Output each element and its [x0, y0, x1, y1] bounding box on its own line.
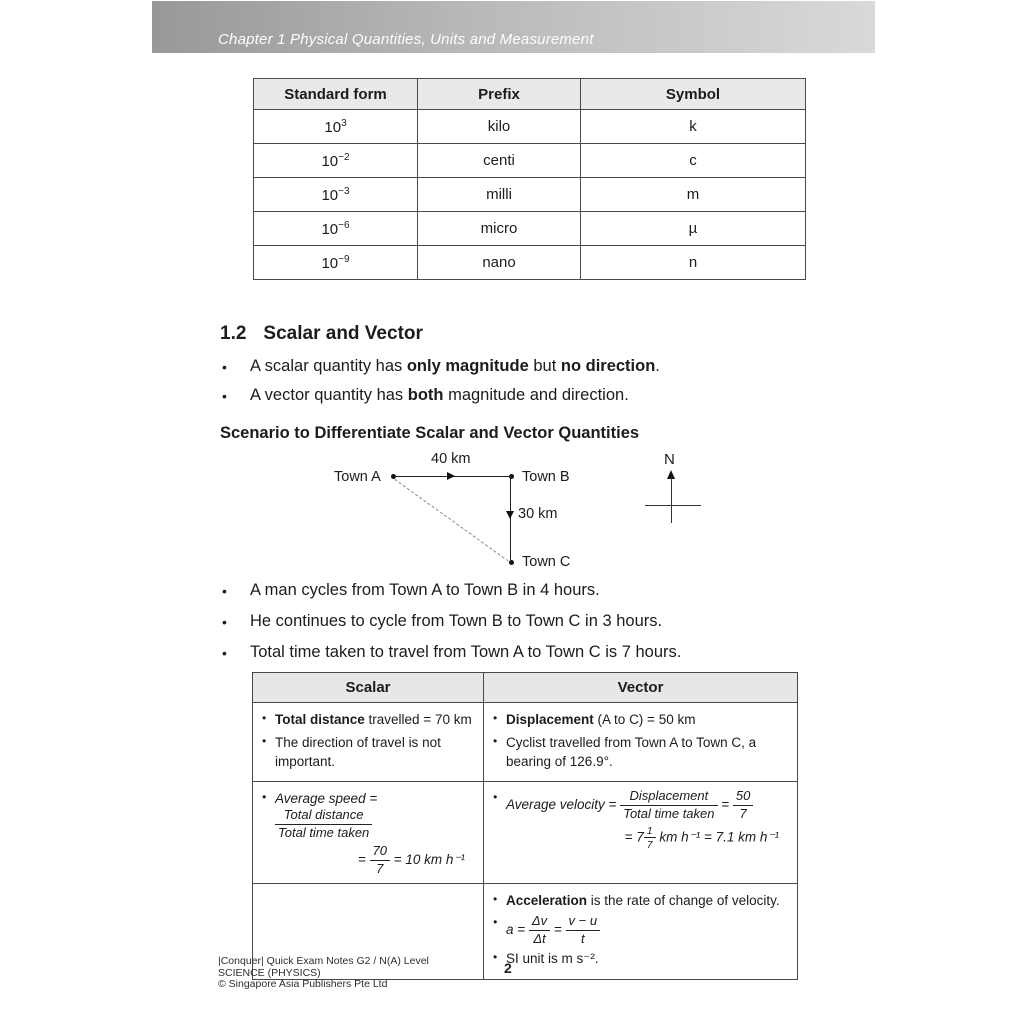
standard-form-value [254, 110, 418, 144]
scalar-distance-cell [253, 703, 484, 782]
vector-bc-arrowhead-icon [506, 511, 514, 519]
fraction-numerator: Displacement [620, 789, 717, 806]
prefix-value: micro [418, 212, 581, 246]
fraction [275, 808, 372, 841]
scenario-heading: Scenario to Differentiate Scalar and Vector Quantities [220, 424, 640, 442]
bold-text-run: only magnitude [406, 357, 529, 375]
fraction [370, 844, 390, 877]
footer-copyright: © Singapore Asia Publishers Pte Ltd [218, 978, 388, 990]
col-header-standard-form: Standard form [254, 79, 418, 110]
footer-subject: SCIENCE (PHYSICS) [218, 966, 321, 979]
scenario-bullet-list [220, 581, 830, 672]
fraction-denominator: Total time taken [623, 805, 715, 821]
displacement-ac-dashed-line [394, 479, 508, 562]
text-run: Average speed = [275, 790, 378, 806]
section-number: 1.2 [220, 323, 247, 344]
table-row [254, 178, 806, 212]
text-run: (A to C) = 50 km [593, 712, 696, 727]
power-exponent: −9 [338, 253, 350, 265]
text-run: . [655, 357, 660, 375]
mixed-fraction [644, 825, 656, 851]
bullet-line [262, 710, 475, 730]
fraction [620, 789, 717, 822]
prefix-value: centi [418, 144, 581, 178]
average-speed-formula [262, 789, 475, 841]
standard-form-value [254, 144, 418, 178]
prefix-table-header-row [254, 79, 806, 110]
fraction-numerator: Δv [529, 914, 550, 931]
prefix-value: milli [418, 178, 581, 212]
text-run: but [528, 357, 561, 375]
acceleration-formula [493, 914, 789, 947]
text-run: A vector quantity has [250, 385, 408, 404]
vector-displacement-cell [484, 703, 798, 782]
table-row [254, 144, 806, 178]
bullet-line: • SI unit is m s⁻². [493, 949, 789, 969]
power-exponent: −3 [338, 185, 350, 197]
text-run: = [550, 921, 566, 937]
fraction-numerator: v − u [566, 914, 601, 931]
text-run: km h⁻¹ = 7.1 km h⁻¹ [655, 829, 779, 845]
chapter-header-bar [152, 1, 875, 53]
fraction-numerator: 70 [370, 844, 390, 861]
fraction-denominator: 7 [739, 805, 747, 821]
town-a-label: Town A [334, 469, 381, 485]
vector-velocity-cell [484, 781, 798, 883]
bold-text-run: Displacement [506, 712, 594, 727]
text-run: = [717, 796, 733, 812]
footer-series-title: |Conquer| Quick Exam Notes G2 / N(A) Level [218, 955, 429, 967]
compass-horizontal-line [645, 505, 701, 506]
text-run: A scalar quantity has [250, 357, 407, 375]
list-item: • Total time taken to travel from Town A to Town C is 7 hours. [220, 643, 830, 662]
bullet-line [493, 710, 789, 730]
fraction-denominator: 7 [646, 838, 653, 851]
scalar-vector-table [252, 672, 798, 980]
bullet-line [493, 891, 789, 911]
intro-bullet-list [220, 357, 830, 414]
bullet-line: • The direction of travel is not important. [262, 733, 475, 772]
comparison-header-row [253, 673, 798, 703]
table-row [254, 212, 806, 246]
standard-form-value [254, 178, 418, 212]
speed-result-line [262, 844, 475, 877]
scalar-speed-cell [253, 781, 484, 883]
bold-text-run: no direction [560, 357, 656, 375]
town-b-label: Town B [522, 469, 570, 485]
town-c-label: Town C [522, 554, 571, 570]
fraction-numerator: Total distance [275, 808, 372, 825]
prefix-value: kilo [418, 110, 581, 144]
standard-form-value [254, 246, 418, 280]
standard-form-value [254, 212, 418, 246]
distance-bc-label: 30 km [518, 506, 558, 522]
fraction-denominator: 7 [376, 861, 384, 877]
list-item: • A man cycles from Town A to Town B in 4 hours. [220, 581, 830, 600]
prefix-table [253, 78, 806, 280]
fraction [733, 789, 753, 822]
table-row [254, 246, 806, 280]
vector-ab-arrowhead-icon [447, 472, 455, 480]
bullet-line: • Cyclist travelled from Town A to Town C, a bearing of 126.9°. [493, 733, 789, 772]
average-velocity-formula [493, 789, 789, 822]
text-run: Average velocity = [506, 796, 621, 812]
symbol-value: n [581, 246, 806, 280]
section-heading [220, 323, 423, 345]
text-run: = 10 km h⁻¹ [389, 852, 465, 868]
fraction-denominator: Δt [533, 930, 546, 946]
power-base: 10 [321, 220, 339, 238]
power-base: 10 [321, 254, 339, 272]
chapter-title: Chapter 1 Physical Quantities, Units and Measurement [218, 31, 594, 48]
text-run: = [357, 852, 370, 868]
power-base: 10 [321, 186, 339, 204]
table-row [253, 781, 798, 883]
power-exponent: −6 [338, 219, 350, 231]
power-base: 10 [324, 118, 342, 136]
distance-ab-label: 40 km [431, 451, 471, 467]
table-row [254, 110, 806, 144]
compass-north-label: N [664, 451, 675, 468]
fraction-numerator: 50 [733, 789, 753, 806]
col-header-symbol: Symbol [581, 79, 806, 110]
section-title: Scalar and Vector [263, 323, 423, 344]
fraction [566, 914, 601, 947]
fraction-denominator: t [580, 930, 585, 946]
footer-imprint [218, 956, 429, 991]
text-run: is the rate of change of velocity. [587, 893, 780, 908]
towns-vector-diagram [300, 445, 740, 590]
vector-bc-line [510, 477, 511, 562]
table-row [253, 703, 798, 782]
list-item: • He continues to cycle from Town B to Town C in 3 hours. [220, 612, 830, 631]
symbol-value: k [581, 110, 806, 144]
text-run: = 7 [624, 829, 644, 845]
vector-acceleration-cell [484, 884, 798, 980]
bold-text-run: both [407, 385, 444, 404]
col-header-prefix: Prefix [418, 79, 581, 110]
text-run: magnitude and direction. [443, 385, 629, 404]
bold-text-run: Acceleration [506, 893, 588, 908]
text-run: a = [506, 921, 529, 937]
power-exponent: 3 [341, 117, 347, 129]
fraction [529, 914, 550, 947]
power-base: 10 [321, 152, 339, 170]
bold-text-run: Total distance [275, 712, 365, 727]
list-item [220, 386, 830, 405]
symbol-value: c [581, 144, 806, 178]
prefix-value: nano [418, 246, 581, 280]
col-header-vector: Vector [484, 673, 798, 703]
symbol-value: m [581, 178, 806, 212]
list-item [220, 357, 830, 376]
page-number: 2 [504, 960, 512, 976]
fraction-numerator: 1 [644, 825, 656, 838]
fraction-denominator: Total time taken [278, 825, 370, 841]
compass-vertical-line [671, 477, 672, 523]
velocity-result-line [493, 825, 789, 851]
text-run: travelled = 70 km [364, 712, 472, 727]
power-exponent: −2 [338, 151, 350, 163]
col-header-scalar: Scalar [253, 673, 484, 703]
symbol-value: µ [581, 212, 806, 246]
